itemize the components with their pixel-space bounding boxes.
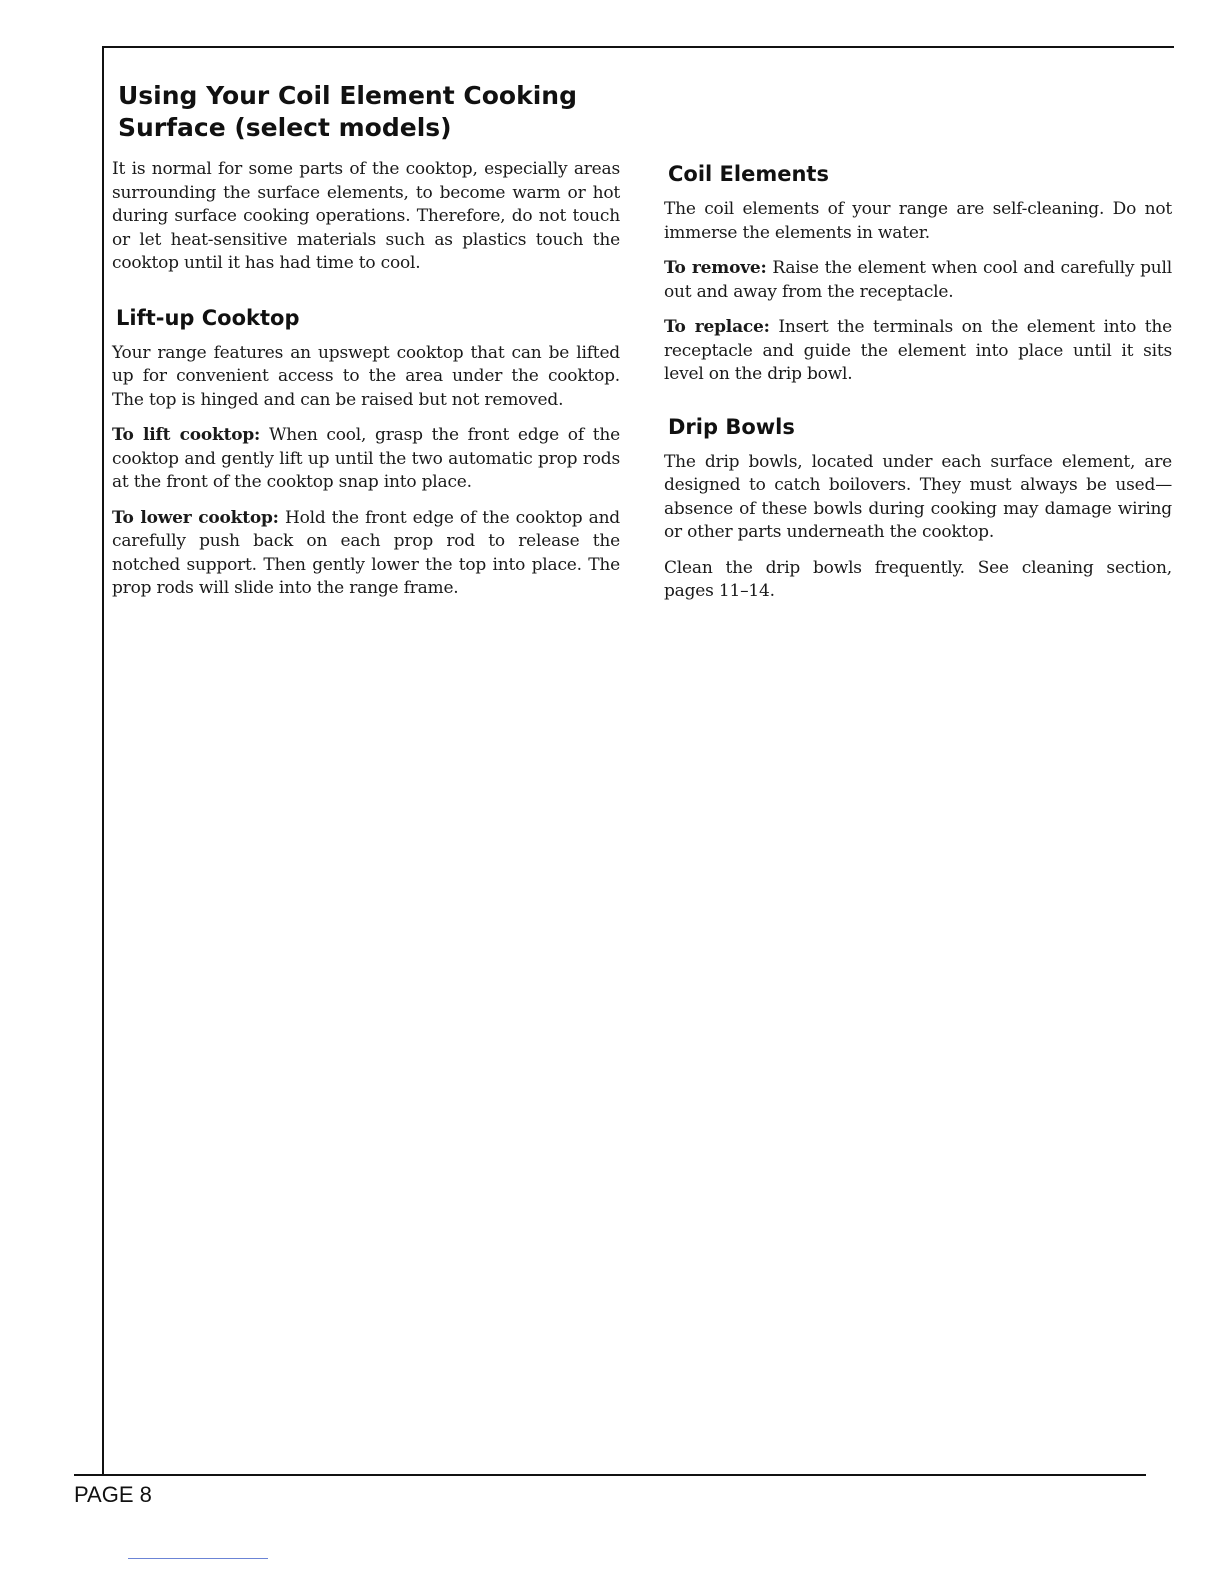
liftup-section	[112, 304, 620, 601]
top-rule	[102, 46, 1174, 48]
replace-text: Insert the terminals on the element into the receptacle and guide the element into place until it sits level on the drip bowl.	[664, 317, 1172, 384]
remove-instructions	[664, 257, 1172, 304]
remove-text: Raise the element when cool and carefully pull out and away from the receptacle.	[664, 258, 1172, 302]
drip-section	[664, 413, 1172, 604]
bottom-rule	[74, 1474, 1146, 1476]
remove-label: To remove:	[664, 258, 767, 278]
page-title: Using Your Coil Element Cooking Surface (select models)	[118, 81, 577, 142]
coil-section	[664, 160, 1172, 387]
liftup-heading: Lift-up Cooktop	[116, 305, 300, 330]
stray-underline	[128, 1558, 268, 1559]
drip-body: The drip bowls, located under each surface element, are designed to catch boilovers. They must always be used—absence of these bowls during cooking may damage wiring or other parts underneath the cooktop.	[664, 451, 1172, 542]
lift-text: When cool, grasp the front edge of the cooktop and gently lift up until the two automatic prop rods at the front of the cooktop snap into place.	[112, 425, 620, 492]
replace-label: To replace:	[664, 317, 770, 337]
page-number: PAGE 8	[74, 1482, 152, 1507]
lower-label: To lower cooktop:	[112, 507, 279, 528]
coil-heading: Coil Elements	[668, 162, 829, 186]
lift-instructions	[112, 424, 620, 495]
right-column	[664, 160, 1172, 630]
lift-label: To lift cooktop:	[112, 425, 261, 445]
replace-instructions	[664, 316, 1172, 387]
lower-instructions	[112, 507, 620, 601]
liftup-body: Your range features an upswept cooktop that can be lifted up for convenient access to the area under the cooktop. The top is hinged and can be raised but not removed.	[112, 342, 620, 410]
lower-text: Hold the front edge of the cooktop and carefully push back on each prop rod to release the notched support. Then gently lower the top into place. The prop rods will slide into the range frame.	[112, 507, 620, 598]
coil-body: The coil elements of your range are self-cleaning. Do not immerse the elements in water.	[664, 199, 1172, 243]
left-rule	[102, 46, 104, 1476]
left-column	[112, 80, 620, 627]
drip-clean: Clean the drip bowls frequently. See cleaning section, pages 11–14.	[664, 557, 1172, 601]
drip-heading: Drip Bowls	[668, 414, 795, 439]
intro-paragraph: It is normal for some parts of the cooktop, especially areas surrounding the surface elements, to become warm or hot during surface cooking operations. Therefore, do not touch or let heat-sensitive materials such as plastics touch the cooktop until it has had time to cool.	[112, 159, 620, 273]
